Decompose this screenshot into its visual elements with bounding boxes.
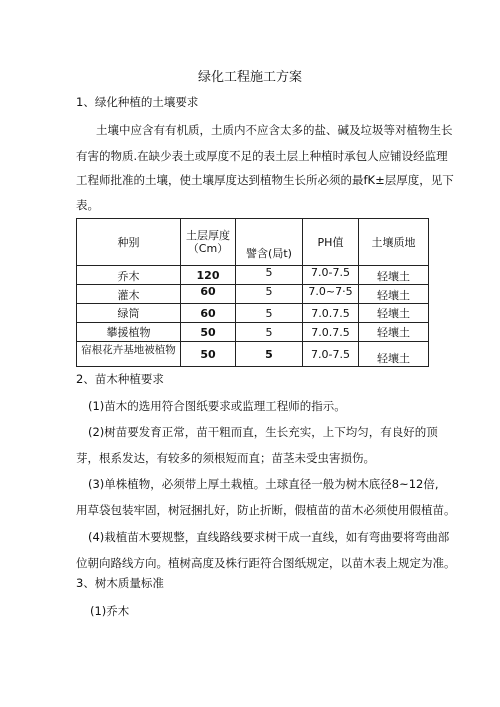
table-cell: 50 <box>181 323 236 342</box>
table-row <box>77 323 429 342</box>
table-cell: 5 <box>236 342 303 367</box>
table-cell: 7.0.7.5 <box>303 323 359 342</box>
table-header-cell: 譬含(局t) <box>236 219 303 266</box>
table-cell: 攀援植物 <box>77 323 181 342</box>
table-cell: 轻壤土 <box>359 323 429 342</box>
table-cell: 7.0~7·5 <box>303 285 359 304</box>
table-header-cell: 种别 <box>77 219 181 266</box>
table-cell: 乔木 <box>77 266 181 285</box>
table-cell: 120 <box>181 266 236 285</box>
table-row <box>77 266 429 285</box>
paragraph-line: (1)苗木的选用符合图纸要求或监理工程师的指示。 <box>88 399 346 413</box>
section-heading-1: 1、绿化种植的土壤要求 <box>76 95 199 109</box>
paragraph-line: 工程师批准的土壤，使土壤厚度达到植物生长所必须的最fK±层厚度，见下 <box>76 173 454 187</box>
table-cell: 灌木 <box>77 285 181 304</box>
section-heading-3: 3、树木质量标准 <box>76 576 164 590</box>
paragraph-line: 用草袋包装牢固，树冠捆扎好，防止折断，假植苗的苗木必须使用假植苗。 <box>76 503 456 517</box>
table-header-cell: 土壤质地 <box>359 219 429 266</box>
paragraph-line: (2)树苗要发育正常，苗干粗而直，生长充实，上下均匀，有良好的顶 <box>88 425 438 439</box>
table-header-cell: 土层厚度 （Cm） <box>181 219 236 266</box>
table-cell: 7.0-7.5 <box>303 266 359 285</box>
paragraph-line: 位朝向路线方向。植树高度及株行距符合图纸规定，以苗木表上规定为准。 <box>76 556 456 570</box>
paragraph-line: 土壤中应含有有机质，土质内不应含太多的盐、碱及垃圾等对植物生长 <box>96 123 453 137</box>
paragraph-line: (3)单株植物，必须带上厚土栽植。土球直径一般为树木底径8~12倍, <box>88 477 439 491</box>
table-cell: 7.0-7.5 <box>303 342 359 367</box>
paragraph-line: 有害的物质.在缺少表土或厚度不足的表土层上种植时承包人应铺设经监理 <box>76 149 448 163</box>
table-header-cell: PH值 <box>303 219 359 266</box>
table-row <box>77 342 429 367</box>
table-cell: 5 <box>236 323 303 342</box>
page-title: 绿化工程施工方案 <box>197 70 302 85</box>
table-cell: 60 <box>181 304 236 323</box>
paragraph-line: (1)乔木 <box>90 604 130 618</box>
table-cell: 5 <box>236 304 303 323</box>
table-row <box>77 285 429 304</box>
table-cell: 7.0.7.5 <box>303 304 359 323</box>
soil-requirements-table <box>76 218 429 367</box>
table-cell: 轻壤土 <box>359 285 429 304</box>
table-cell: 绿筒 <box>77 304 181 323</box>
paragraph-line: 芽，根系发达，有较多的须根短而直；苗茎未受虫害损伤。 <box>76 451 375 465</box>
table-header-row <box>77 219 429 266</box>
table-cell: 60 <box>181 285 236 304</box>
paragraph-line: (4)栽植苗木要规整，直线路线要求树干成一直线，如有弯曲要将弯曲部 <box>88 530 450 544</box>
table-cell: 5 <box>236 285 303 304</box>
table-row <box>77 304 429 323</box>
section-heading-2: 2、苗木种植要求 <box>76 372 164 386</box>
table-cell: 5 <box>236 266 303 285</box>
table-cell: 轻壤土 <box>359 304 429 323</box>
table-cell: 50 <box>181 342 236 367</box>
table-cell: 轻壤土 <box>359 266 429 285</box>
paragraph-line: 表。 <box>76 198 99 212</box>
table-cell: 轻壤土 <box>359 342 429 367</box>
table-cell: 宿根花卉基地被植物 <box>77 342 181 367</box>
